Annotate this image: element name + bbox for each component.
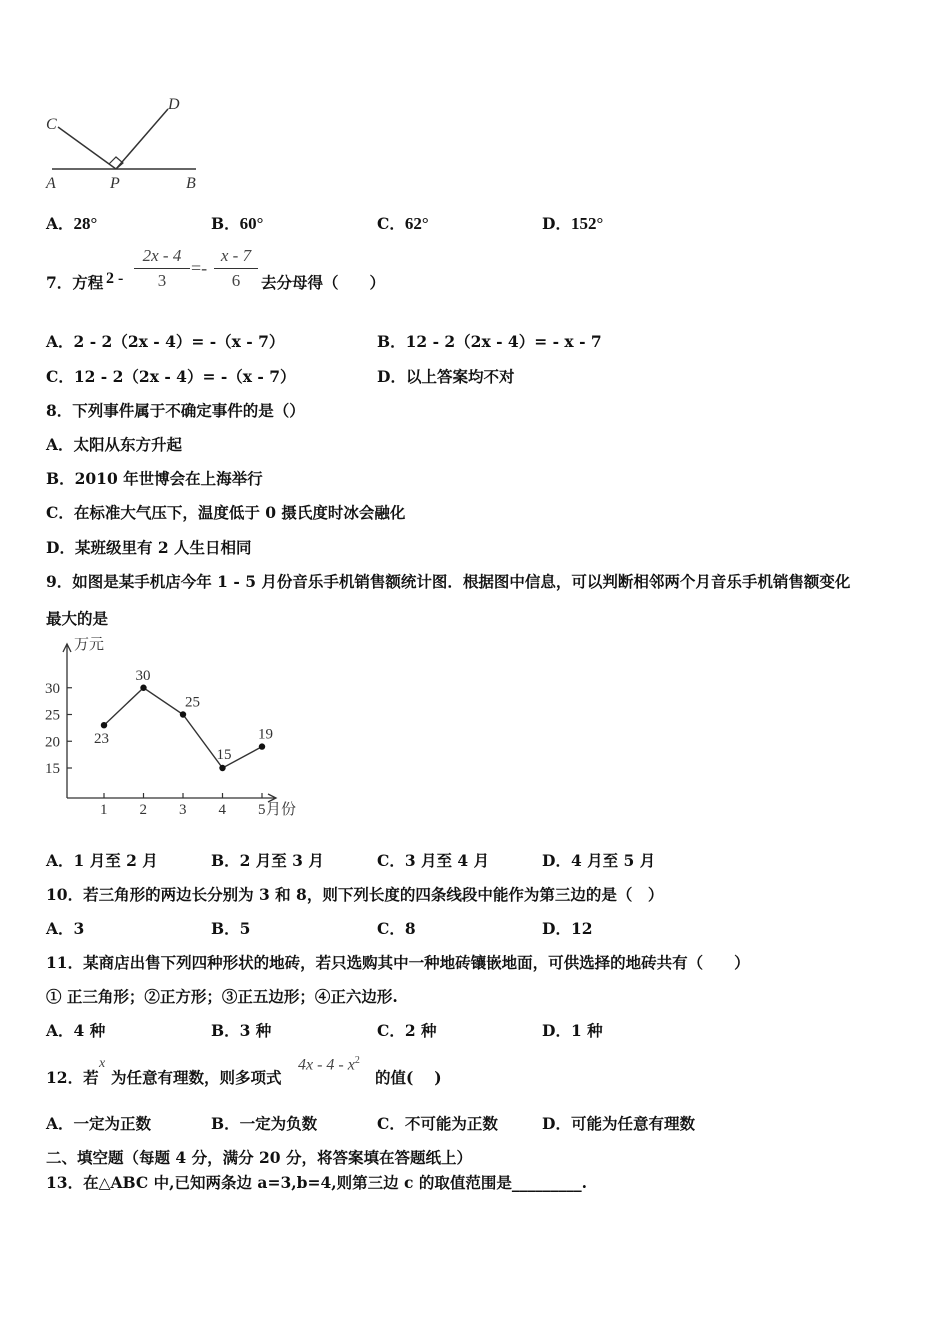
q10-option-b[interactable]: B．5	[211, 919, 251, 938]
q9-option-b[interactable]: B．2 月至 3 月	[211, 851, 324, 870]
q12-option-b[interactable]: B．一定为负数	[211, 1114, 318, 1133]
q7-option-d[interactable]: D．以上答案均不对	[377, 367, 515, 386]
q11-option-b[interactable]: B．3 种	[211, 1021, 272, 1040]
q6-option-d-text: 152°	[570, 214, 604, 233]
q12-mid: 为任意有理数，则多项式	[111, 1068, 282, 1087]
geometry-figure	[40, 95, 210, 195]
q12-poly-base: 4x - 4 - x	[298, 1056, 355, 1074]
q7-frac2-den: 6	[231, 271, 241, 290]
q12-polynomial	[298, 1055, 360, 1074]
q6-option-a[interactable]: A．28°	[46, 214, 98, 233]
q11-option-a[interactable]: A．4 种	[46, 1021, 106, 1040]
x-tick-label-2: 2	[139, 802, 147, 818]
y-tick-label-20: 20	[45, 734, 60, 751]
q6-option-b-text: 60°	[239, 214, 264, 233]
q11-option-d[interactable]: D．1 种	[542, 1021, 603, 1040]
q12-option-c[interactable]: C．不可能为正数	[377, 1114, 498, 1133]
q7-equals: =-	[191, 258, 208, 278]
x-tick-label-4: 4	[218, 802, 226, 818]
q8-stem: 8．下列事件属于不确定事件的是（）	[46, 401, 305, 420]
data-label-4: 15	[216, 747, 232, 763]
q10-option-a[interactable]: A．3	[46, 919, 85, 938]
label-a: A	[46, 175, 56, 192]
q12-option-d[interactable]: D．可能为任意有理数	[542, 1114, 695, 1133]
q12-prefix: 12．若	[46, 1068, 99, 1087]
q9-stem-line1: 9．如图是某手机店今年 1 - 5 月份音乐手机销售额统计图．根据图中信息，可以判断相邻两个月音乐手机销售额变化	[46, 572, 851, 591]
q12-suffix: 的值( )	[375, 1068, 442, 1087]
q6-option-c-text: 62°	[404, 214, 429, 233]
data-point-4	[219, 765, 225, 771]
q7-prefix: 7．方程	[46, 273, 104, 292]
y-tick-label-25: 25	[45, 707, 60, 724]
data-label-5: 19	[258, 726, 273, 743]
q12-variable: x	[99, 1056, 106, 1071]
y-axis-label: 万元	[74, 637, 105, 653]
data-point-2	[140, 685, 146, 691]
q7-frac1-num: 2x - 4	[142, 246, 182, 265]
section-2-heading: 二、填空题（每题 4 分，满分 20 分，将答案填在答题纸上）	[46, 1148, 472, 1167]
label-c: C	[46, 116, 57, 133]
q10-option-c[interactable]: C．8	[377, 919, 416, 938]
q12-option-a[interactable]: A．一定为正数	[46, 1114, 152, 1133]
x-tick-label-5: 5	[258, 802, 266, 818]
y-tick-label-30: 30	[45, 680, 60, 697]
q12-poly-exponent: 2	[354, 1055, 360, 1066]
x-axis-label: 月份	[266, 802, 297, 818]
q8-option-a[interactable]: A．太阳从东方升起	[46, 435, 183, 454]
data-point-5	[259, 743, 265, 749]
sales-line-chart	[40, 630, 320, 830]
data-label-1: 23	[94, 731, 109, 748]
q6-option-d[interactable]: D．152°	[542, 214, 604, 233]
ray-pd	[116, 109, 168, 169]
data-label-3: 25	[185, 694, 200, 711]
q6-option-a-text: 28°	[73, 214, 98, 233]
q7-lead: 2 -	[106, 270, 124, 287]
q7-frac2-num: x - 7	[220, 246, 252, 265]
q9-option-c[interactable]: C．3 月至 4 月	[377, 851, 490, 870]
q7-option-c[interactable]: C．12 - 2（2x - 4）= -（x - 7）	[46, 367, 296, 386]
q11-stem: 11．某商店出售下列四种形状的地砖，若只选购其中一种地砖镶嵌地面，可供选择的地砖共有（ ）	[46, 953, 750, 972]
ray-pc	[58, 127, 116, 169]
q8-option-b[interactable]: B．2010 年世博会在上海举行	[46, 469, 263, 488]
series-line	[104, 688, 262, 768]
q7-suffix: 去分母得（ ）	[261, 273, 386, 292]
q11-choices: ① 正三角形；②正方形；③正五边形；④正六边形.	[46, 987, 398, 1006]
q9-option-a[interactable]: A．1 月至 2 月	[46, 851, 158, 870]
q9-option-d[interactable]: D．4 月至 5 月	[542, 851, 656, 870]
data-point-3	[180, 711, 186, 717]
label-p: P	[110, 175, 120, 192]
q13-stem: 13．在△ABC 中,已知两条边 a=3,b=4,则第三边 c 的取值范围是_________.	[46, 1173, 588, 1192]
q8-option-d[interactable]: D．某班级里有 2 人生日相同	[46, 538, 252, 557]
q7-fraction-1	[134, 246, 190, 291]
data-point-1	[101, 722, 107, 728]
y-tick-label-15: 15	[45, 761, 60, 777]
q7-option-b[interactable]: B．12 - 2（2x - 4）= - x - 7	[377, 332, 602, 351]
q10-stem: 10．若三角形的两边长分别为 3 和 8，则下列长度的四条线段中能作为第三边的是（ ）	[46, 885, 664, 904]
q6-option-b[interactable]: B．60°	[211, 214, 264, 233]
x-tick-label-1: 1	[100, 802, 108, 818]
x-tick-label-3: 3	[179, 802, 187, 818]
q10-option-d[interactable]: D．12	[542, 919, 593, 938]
q8-option-c[interactable]: C．在标准大气压下，温度低于 0 摄氏度时冰会融化	[46, 503, 406, 522]
q6-option-c[interactable]: C．62°	[377, 214, 429, 233]
q7-fraction-2	[214, 246, 258, 291]
label-d: D	[168, 96, 180, 113]
label-b: B	[186, 175, 196, 192]
q9-stem-line2: 最大的是	[46, 609, 109, 628]
q11-option-c[interactable]: C．2 种	[377, 1021, 437, 1040]
data-label-2: 30	[135, 667, 151, 684]
q7-frac1-den: 3	[157, 271, 167, 290]
q7-option-a[interactable]: A．2 - 2（2x - 4）= -（x - 7）	[46, 332, 285, 351]
